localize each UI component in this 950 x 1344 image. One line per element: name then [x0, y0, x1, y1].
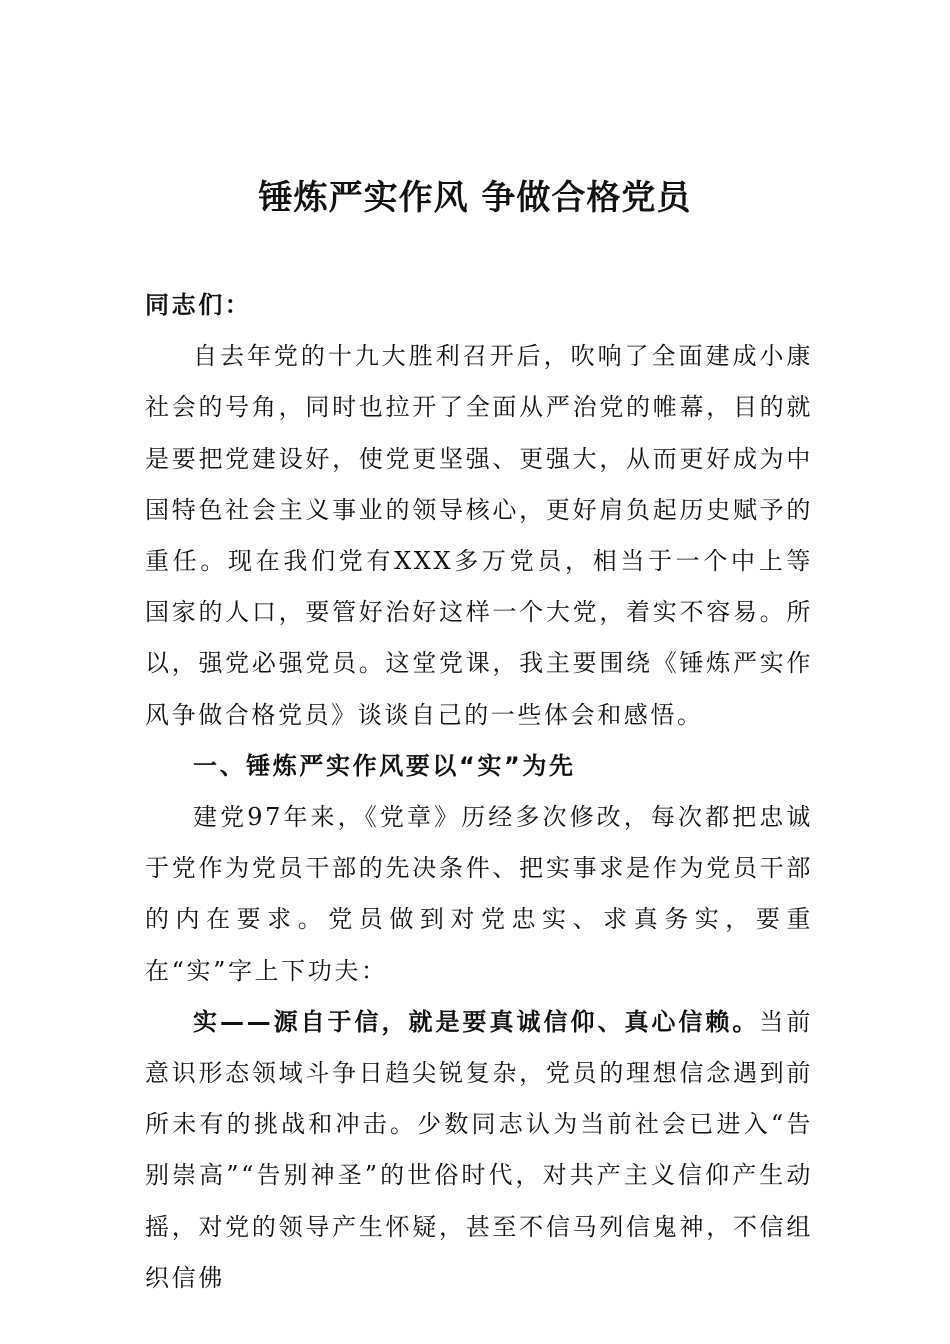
- paragraph-intro: 自去年党的十九大胜利召开后，吹响了全面建成小康社会的号角，同时也拉开了全面从严治党的帷幕，目的就是要把党建设好，使党更坚强、更强大，从而更好成为中国特色社会主义事业的领导核心，更好肩负起历史赋予的重任。现在我们党有XXX多万党员，相当于一个中上等国家的人口，要管好治好这样一个大党，着实不容易。所以，强党必强党员。这堂党课，我主要围绕《锤炼严实作风争做合格党员》谈谈自己的一些体会和感悟。: [145, 342, 813, 729]
- paragraph-belief-text: 当前意识形态领域斗争日趋尖锐复杂，党员的理想信念遇到前所未有的挑战和冲击。少数同志认为当前社会已进入“告别崇高”“告别神圣”的世俗时代，对共产主义信仰产生动摇，对党的领导产生怀疑，甚至不信马列信鬼神，不信组织信佛: [145, 1007, 813, 1292]
- paragraph-belief: [145, 997, 813, 1304]
- paragraph-party-constitution: 建党97年来，《党章》历经多次修改，每次都把忠诚于党作为党员干部的先决条件、把实事求是作为党员干部的内在要求。党员做到对党忠实、求真务实，要重在“实”字上下功夫：: [145, 803, 813, 985]
- greeting: 同志们：: [145, 291, 252, 319]
- paragraph-lead-bold: 实——源自于信，就是要真诚信仰、真心信赖。: [193, 1007, 760, 1036]
- section-heading: 一、锤炼严实作风要以“实”为先: [193, 751, 576, 780]
- page-title: 锤炼严实作风 争做合格党员: [258, 178, 692, 218]
- document-body: [145, 280, 813, 1304]
